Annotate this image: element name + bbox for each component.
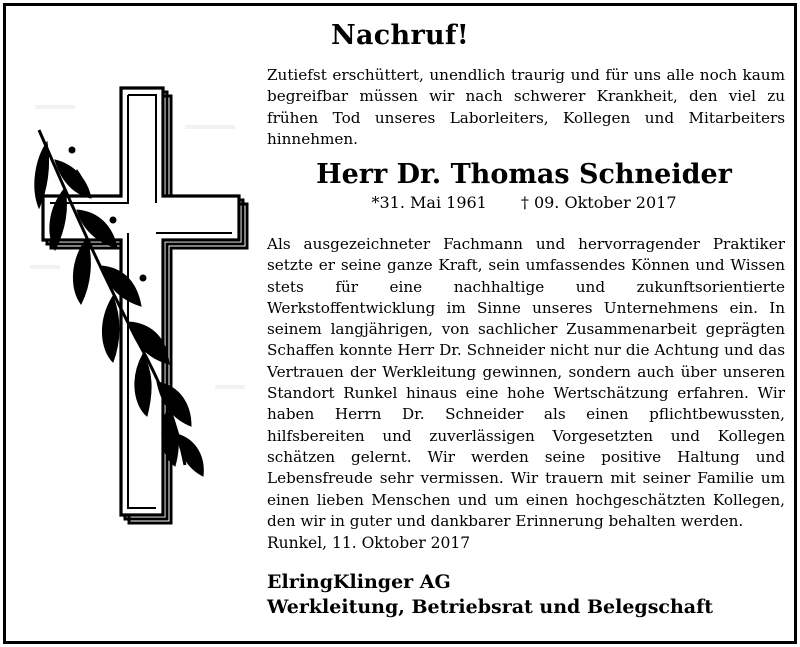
signature-group: Werkleitung, Betriebsrat und Belegschaft [267, 596, 714, 618]
life-dates [264, 193, 784, 212]
birth-date: *31. Mai 1961 [371, 193, 487, 212]
cross-with-branch-icon [25, 70, 255, 530]
palm-branch-icon [35, 130, 203, 476]
death-date: † 09. Oktober 2017 [520, 193, 677, 212]
intro-paragraph: Zutiefst erschüttert, unendlich traurig und für uns alle noch kaum begreifbar müssen wir nach schwerer Krankheit, den viel zu frühen Tod unseres Laborleiters, Kollegen und Mitarbeiters hinnehmen. [267, 66, 785, 148]
body-paragraph: Als ausgezeichneter Fachmann und hervorragender Praktiker setzte er seine ganze Kraft, sein umfassendes Können und Wissen stets für eine nachhaltige und zukunftsorientierte Werkstoffentwicklung im Sinne unseres Unternehmens ein. In seinem langjährigen, von sachlicher Zusammenarbeit geprägten Schaffen konnte Herr Dr. Schneider nicht nur die Achtung und das Vertrauen der Werkleitung gewinnen, sondern auch über unseren Standort Runkel hinaus eine hohe Wertschätzung erfahren. Wir haben Herrn Dr. Schneider als einen pflichtbewussten, hilfsbereiten und zuverlässigen Vorgesetzten und Kollegen schätzen gelernt. Wir werden seine positive Haltung und Lebensfreude sehr vermissen. Wir trauern mit seiner Familie um einen lieben Menschen und um einen hochgeschätzten Kollegen, den wir in guter und dankbarer Erinnerung behalten werden. [267, 235, 785, 530]
place-date: Runkel, 11. Oktober 2017 [267, 534, 471, 552]
deceased-name: Herr Dr. Thomas Schneider [316, 159, 732, 190]
page-title: Nachruf! [331, 20, 469, 51]
signature-company: ElringKlinger AG [267, 571, 451, 593]
